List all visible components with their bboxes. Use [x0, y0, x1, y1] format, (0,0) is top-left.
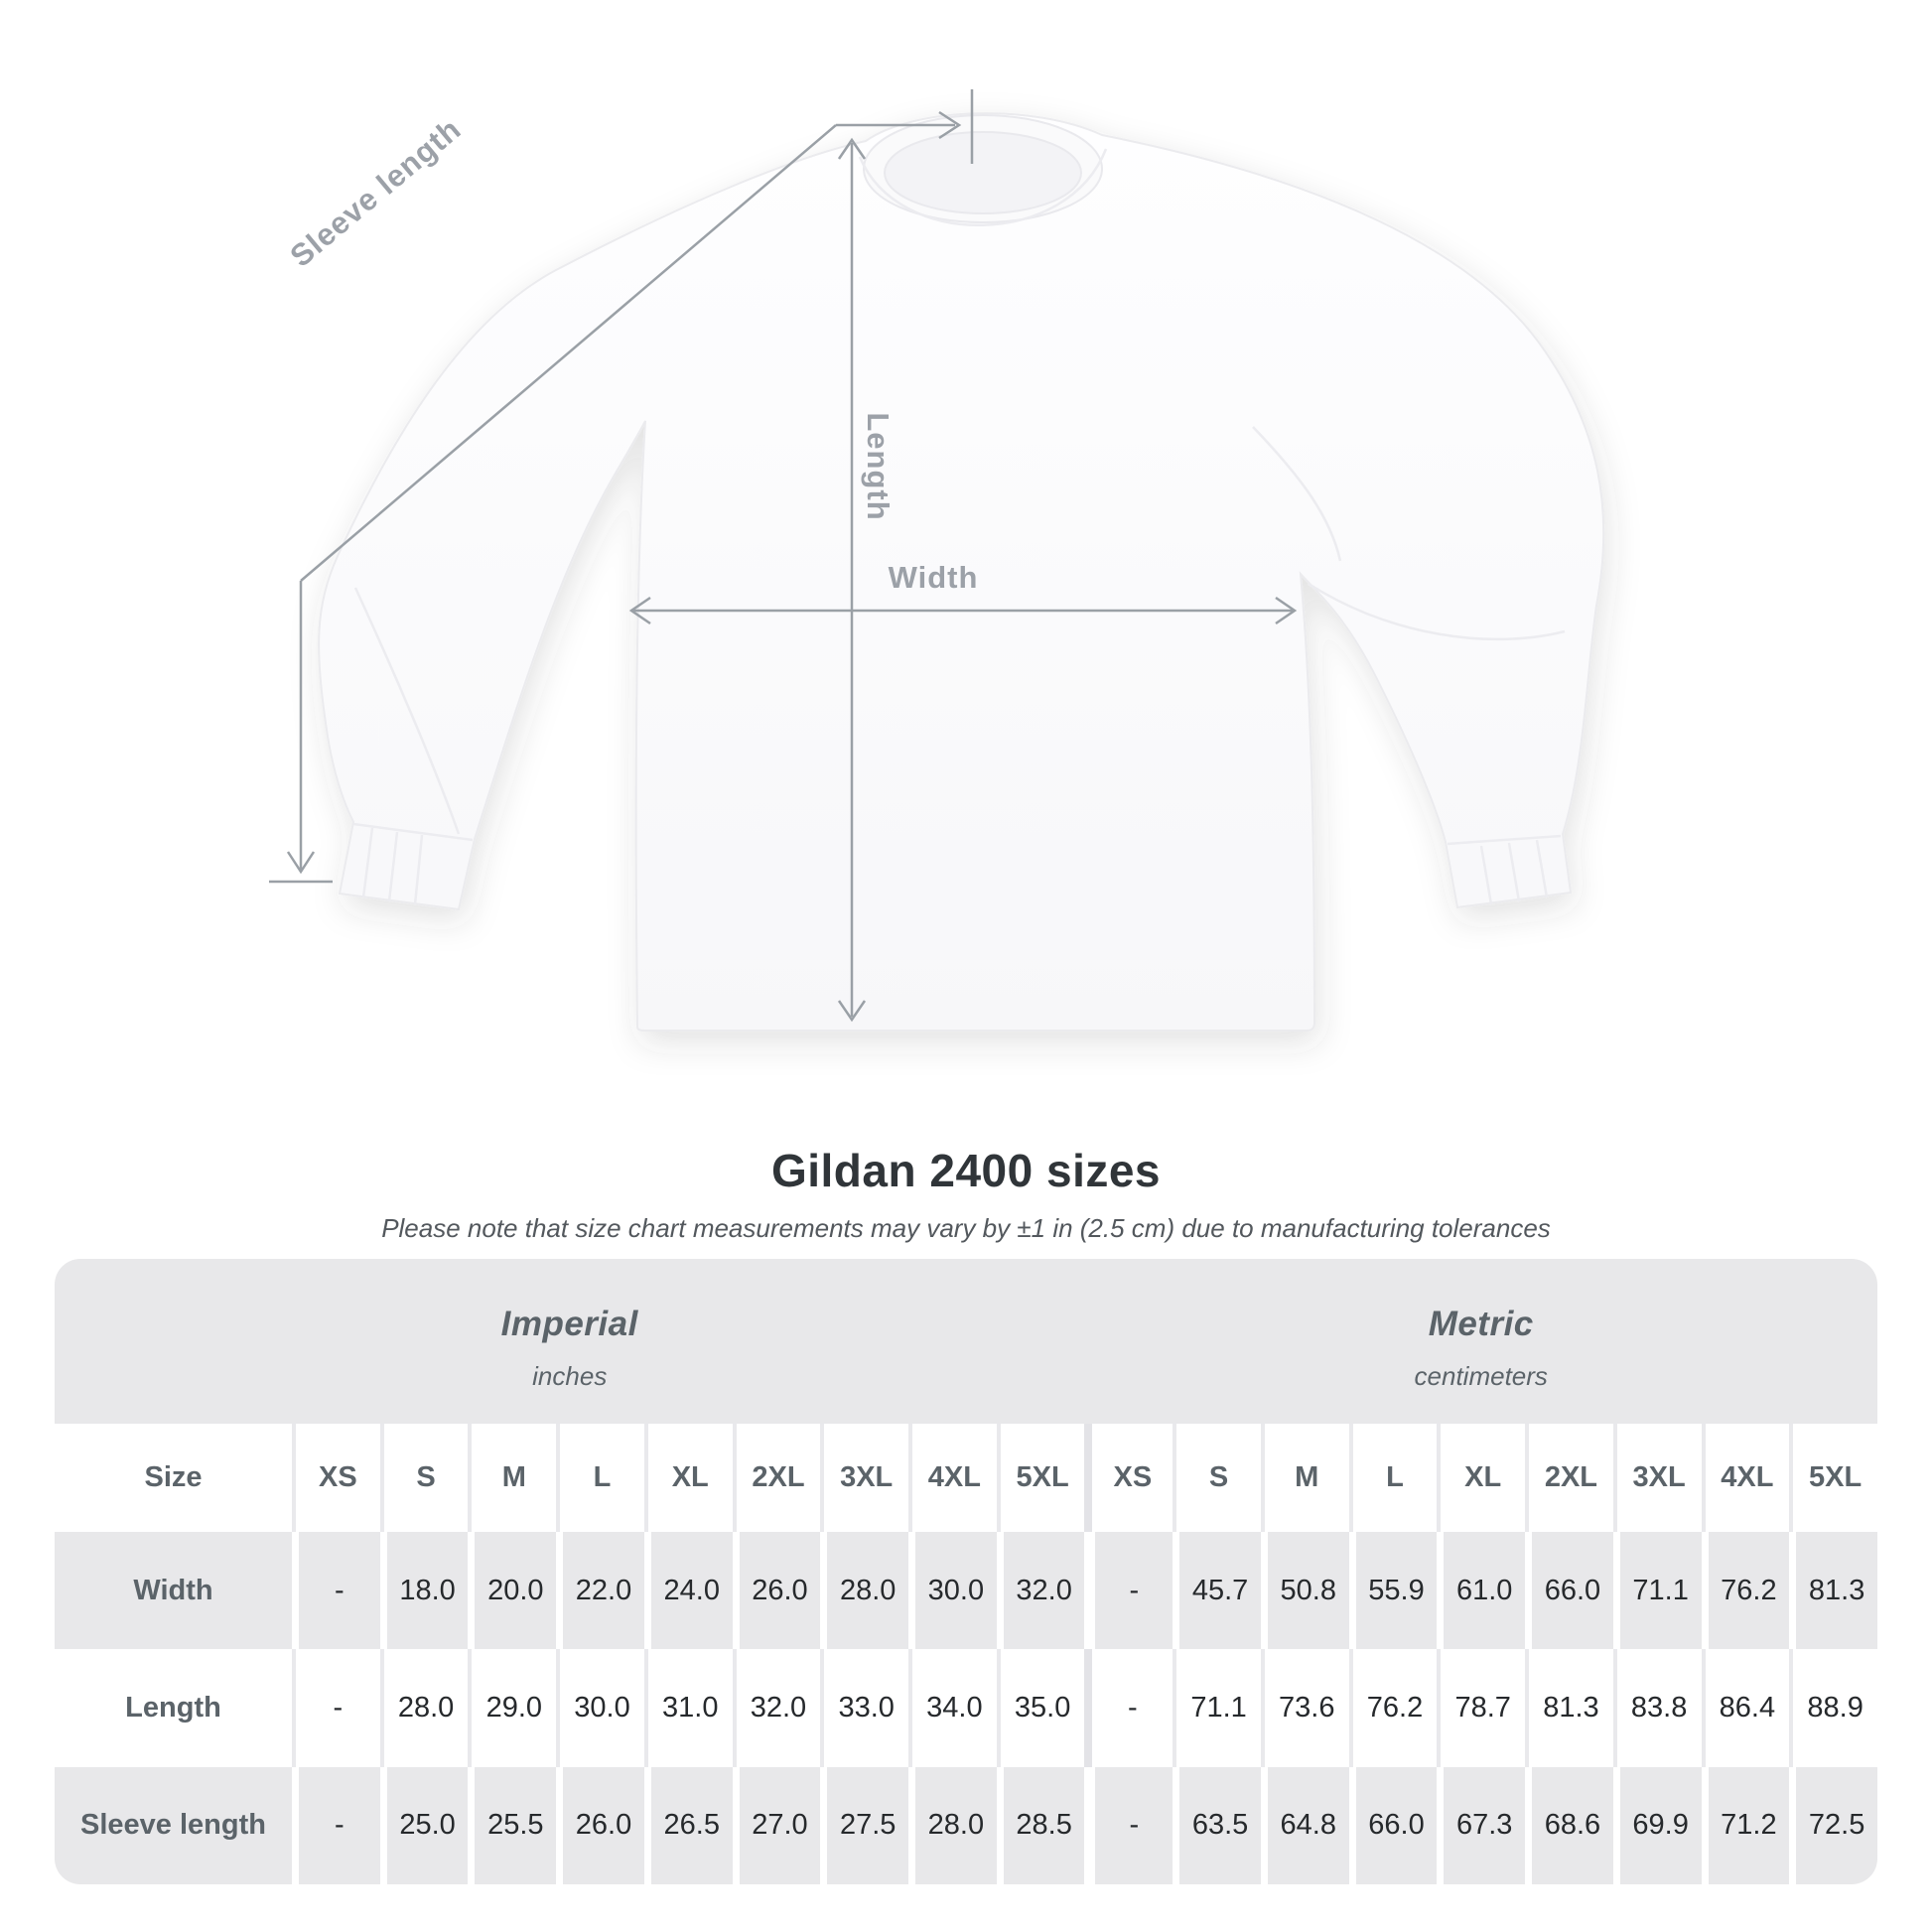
unit-group-row	[55, 1259, 1877, 1424]
value-cell: 27.0	[733, 1767, 821, 1884]
value-cell: 34.0	[908, 1649, 997, 1766]
value-cell: 68.6	[1525, 1767, 1613, 1884]
value-cell: 28.0	[908, 1767, 997, 1884]
metric-group-header	[1084, 1259, 1877, 1424]
size-header-cell: 4XL	[1702, 1424, 1790, 1532]
size-header-row	[55, 1424, 1877, 1532]
value-cell: 35.0	[997, 1649, 1085, 1766]
value-cell: 27.5	[820, 1767, 908, 1884]
value-cell: 25.5	[468, 1767, 556, 1884]
size-header-cell: 5XL	[997, 1424, 1085, 1532]
size-header-cell: XS	[292, 1424, 380, 1532]
value-cell: 20.0	[468, 1532, 556, 1649]
value-cell: 71.2	[1702, 1767, 1790, 1884]
value-cell: 45.7	[1173, 1532, 1261, 1649]
row-label: Length	[125, 1691, 221, 1724]
value-cell: 66.0	[1525, 1532, 1613, 1649]
collar-opening	[885, 132, 1081, 213]
value-cell: 71.1	[1613, 1532, 1702, 1649]
value-cell: 31.0	[644, 1649, 733, 1766]
value-cell: 50.8	[1261, 1532, 1349, 1649]
value-cell: 24.0	[644, 1532, 733, 1649]
value-cell: 18.0	[380, 1532, 469, 1649]
value-cell: 81.3	[1789, 1532, 1877, 1649]
value-cell: 28.0	[380, 1649, 469, 1766]
value-cell: -	[1084, 1767, 1173, 1884]
row-label: Sleeve length	[55, 1767, 292, 1884]
value-cell: 67.3	[1437, 1767, 1525, 1884]
value-cell: 61.0	[1437, 1532, 1525, 1649]
value-cell: 63.5	[1173, 1767, 1261, 1884]
value-cell: -	[1084, 1532, 1173, 1649]
sleeve-length-row	[55, 1767, 1877, 1884]
size-header-cell: L	[1349, 1424, 1438, 1532]
value-cell: 78.7	[1437, 1649, 1525, 1766]
value-cell: 25.0	[380, 1767, 469, 1884]
size-header-cell: M	[468, 1424, 556, 1532]
value-cell: 29.0	[468, 1649, 556, 1766]
value-cell: 30.0	[908, 1532, 997, 1649]
size-header-cell: 2XL	[733, 1424, 821, 1532]
value-cell: 64.8	[1261, 1767, 1349, 1884]
value-cell: 32.0	[997, 1532, 1085, 1649]
value-cell: 73.6	[1261, 1649, 1349, 1766]
page-title: Gildan 2400 sizes	[770, 1145, 1162, 1196]
value-cell: 28.0	[820, 1532, 908, 1649]
value-cell: 26.5	[644, 1767, 733, 1884]
width-label: Width	[888, 560, 979, 595]
value-cell: -	[1084, 1649, 1173, 1766]
value-cell: 26.0	[733, 1532, 821, 1649]
value-cell: 33.0	[820, 1649, 908, 1766]
width-row	[55, 1532, 1877, 1649]
value-cell: 69.9	[1613, 1767, 1702, 1884]
value-cell: 22.0	[556, 1532, 644, 1649]
size-column-header: Size	[144, 1460, 203, 1493]
value-cell: 66.0	[1349, 1767, 1438, 1884]
value-cell: 83.8	[1613, 1649, 1702, 1766]
value-cell: 86.4	[1702, 1649, 1790, 1766]
value-cell: 72.5	[1789, 1767, 1877, 1884]
value-cell: 30.0	[556, 1649, 644, 1766]
value-cell: 28.5	[997, 1767, 1085, 1884]
size-header-cell: 3XL	[1613, 1424, 1702, 1532]
size-header-cell: 4XL	[908, 1424, 997, 1532]
size-header-cell: L	[556, 1424, 644, 1532]
size-table	[55, 1259, 1877, 1884]
page-subtitle: Please note that size chart measurements may vary by ±1 in (2.5 cm) due to manufacturing tolerances	[381, 1213, 1551, 1243]
value-cell: 76.2	[1349, 1649, 1438, 1766]
imperial-group-title: Imperial	[500, 1305, 638, 1343]
metric-group-unit: centimeters	[1414, 1361, 1548, 1391]
value-cell: 81.3	[1525, 1649, 1613, 1766]
row-label: Width	[55, 1532, 292, 1649]
size-header-cell: S	[380, 1424, 469, 1532]
size-header-cell: XL	[1437, 1424, 1525, 1532]
value-cell: -	[292, 1767, 380, 1884]
size-header-cell: 2XL	[1525, 1424, 1613, 1532]
size-header-cell: S	[1173, 1424, 1261, 1532]
value-cell: -	[292, 1532, 380, 1649]
imperial-group-unit: inches	[532, 1361, 608, 1391]
value-cell: 76.2	[1702, 1532, 1790, 1649]
value-cell: 71.1	[1173, 1649, 1261, 1766]
metric-group-title: Metric	[1428, 1305, 1534, 1343]
size-header-cell: XS	[1084, 1424, 1173, 1532]
value-cell: 32.0	[733, 1649, 821, 1766]
value-cell: -	[292, 1649, 380, 1766]
size-header-cell: M	[1261, 1424, 1349, 1532]
value-cell: 26.0	[556, 1767, 644, 1884]
value-cell: 88.9	[1789, 1649, 1877, 1766]
value-cell: 55.9	[1349, 1532, 1438, 1649]
length-row	[55, 1649, 1877, 1766]
sleeve-length-label: Sleeve length	[283, 111, 469, 274]
imperial-group-header	[55, 1259, 1084, 1424]
size-header-cell: 5XL	[1789, 1424, 1877, 1532]
size-header-cell: XL	[644, 1424, 733, 1532]
size-header-cell: 3XL	[820, 1424, 908, 1532]
length-label: Length	[861, 412, 896, 521]
